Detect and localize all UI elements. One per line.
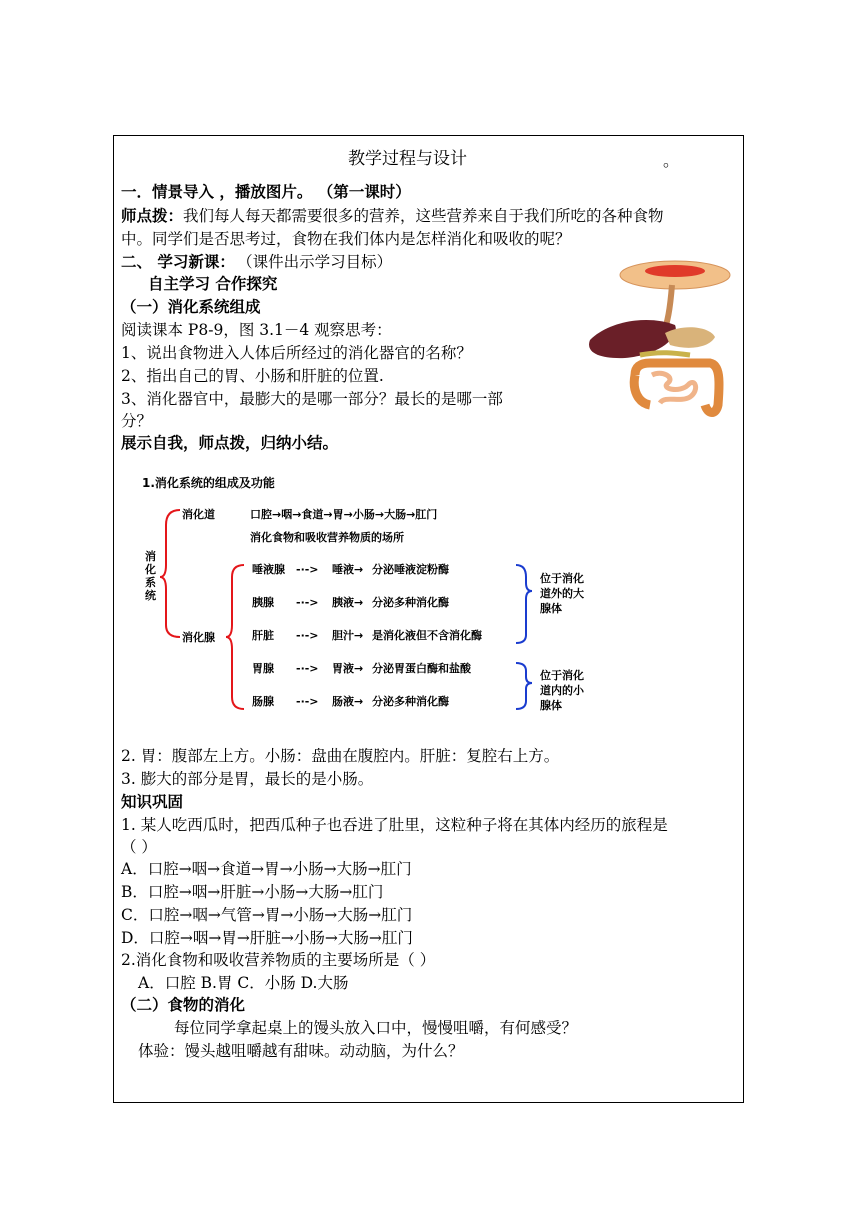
system-label: [144, 549, 156, 602]
experience-result: 体验：馒头越咀嚼越有甜味。动动脑，为什么？: [138, 1042, 464, 1060]
gland-name: 唾液腺: [252, 563, 285, 576]
gland-juice: 胃液→: [332, 662, 364, 675]
main-brace: [160, 510, 180, 637]
gland-juice: 肠液→: [332, 695, 364, 708]
section-2-note: （课件出示学习目标）: [244, 253, 393, 271]
outer-gland-brace: [516, 565, 532, 643]
gland-brace: [226, 565, 244, 709]
option-b: B．口腔→咽→肝脏→小肠→大肠→肛门: [121, 883, 384, 901]
gland-desc: 是消化液但不含消化酶: [372, 629, 482, 642]
tract-label: 消化道: [182, 508, 215, 521]
page-title: 教学过程与设计: [348, 149, 467, 169]
gland-rows: [252, 562, 482, 708]
experience-prompt: 每位同学拿起桌上的馒头放入口中，慢慢咀嚼，有何感受？: [174, 1019, 578, 1037]
section-2-heading: 二、 学习新课：: [121, 253, 235, 271]
inner-note-3: 腺体: [540, 699, 562, 712]
inner-note-1: 位于消化: [540, 669, 584, 682]
subheading: 自主学习 合作探究: [148, 275, 278, 293]
diagram-heading: 1.消化系统的组成及功能: [142, 476, 275, 490]
gland-arrow: -·->: [296, 695, 319, 708]
teacher-label: 师点拨：: [121, 207, 184, 225]
gland-desc: 分泌多种消化酶: [372, 695, 449, 708]
gland-name: 胰腺: [252, 596, 274, 609]
system-char-1: 消: [145, 550, 156, 563]
question-2: 2、指出自己的胃、小肠和肝脏的位置.: [121, 367, 384, 385]
gland-desc: 分泌胃蛋白酶和盐酸: [372, 662, 471, 675]
section-1-heading: 一．情景导入 ，播放图片。 （第一课时）: [121, 183, 411, 201]
gland-name: 肝脏: [252, 629, 274, 642]
consolidation-heading: 知识巩固: [121, 793, 184, 811]
teacher-text-2: 中。同学们是否思考过，食物在我们体内是怎样消化和吸收的呢？: [121, 230, 571, 248]
option-d: D．口腔→咽→胃→肝脏→小肠→大肠→肛门: [121, 929, 413, 947]
answer-3: 3. 膨大的部分是胃，最长的是小肠。: [121, 770, 374, 788]
gland-arrow: -·->: [296, 563, 319, 576]
gland-label: 消化腺: [182, 631, 215, 644]
gland-name: 胃腺: [252, 662, 274, 675]
gland-desc: 分泌多种消化酶: [372, 596, 449, 609]
answer-2: 2. 胃：腹部左上方。小肠：盘曲在腹腔内。肝脏：复腔右上方。: [121, 747, 560, 765]
gland-juice: 唾液→: [332, 563, 364, 576]
summary-prompt: 展示自我，师点拨，归纳小结。: [121, 434, 339, 452]
exercise-1-blank: （ ）: [121, 838, 157, 856]
part-2-heading: （二）食物的消化: [121, 996, 246, 1014]
teacher-text: 我们每人每天都需要很多的营养，这些营养来自于我们所吃的各种食物: [183, 207, 664, 225]
gland-desc: 分泌唾液淀粉酶: [372, 563, 449, 576]
option-a: A．口腔→咽→食道→胃→小肠→大肠→肛门: [121, 860, 412, 878]
option-c: C．口腔→咽→气管→胃→小肠→大肠→肛门: [121, 906, 413, 924]
exercise-2-options: A．口腔 B.胃 C．小肠 D.大肠: [138, 974, 349, 992]
gland-name: 肠腺: [252, 695, 274, 708]
system-char-2: 化: [145, 563, 156, 576]
digestive-organs-image: [580, 255, 740, 425]
tract-path: 口腔→咽→食道→胃→小肠→大肠→肛门: [250, 508, 438, 521]
gland-arrow: -·->: [296, 662, 319, 675]
gland-juice: 胰液→: [332, 596, 364, 609]
exercise-1: 1. 某人吃西瓜时，把西瓜种子也吞进了肚里，这粒种子将在其体内经历的旅程是: [121, 816, 668, 834]
tract-function: 消化食物和吸收营养物质的场所: [250, 531, 404, 544]
inner-note-2: 道内的小: [540, 684, 584, 697]
outer-note-2: 道外的大: [540, 587, 584, 600]
gland-juice: 胆汁→: [332, 629, 364, 642]
exercise-2: 2.消化食物和吸收营养物质的主要场所是（ ）: [121, 951, 436, 969]
title-mark: 。: [663, 151, 680, 170]
question-3: 3、消化器官中，最膨大的是哪一部分？最长的是哪一部: [121, 390, 503, 408]
section-2-line: [121, 251, 392, 273]
outer-note-1: 位于消化: [540, 572, 584, 585]
reading-instruction: 阅读课本 P8-9，图 3.1－4 观察思考：: [121, 321, 392, 339]
system-char-3: 系: [145, 576, 156, 589]
outer-note-3: 腺体: [540, 602, 562, 615]
teacher-paragraph: [121, 205, 664, 227]
digestive-system-diagram: [120, 465, 620, 723]
question-1: 1、说出食物进入人体后所经过的消化器官的名称？: [121, 344, 472, 362]
system-char-4: 统: [145, 589, 156, 602]
gland-arrow: -·->: [296, 596, 319, 609]
part-1-heading: （一）消化系统组成: [121, 298, 261, 316]
inner-gland-brace: [516, 663, 532, 709]
question-3-cont: 分？: [121, 412, 153, 430]
gland-arrow: -·->: [296, 629, 319, 642]
